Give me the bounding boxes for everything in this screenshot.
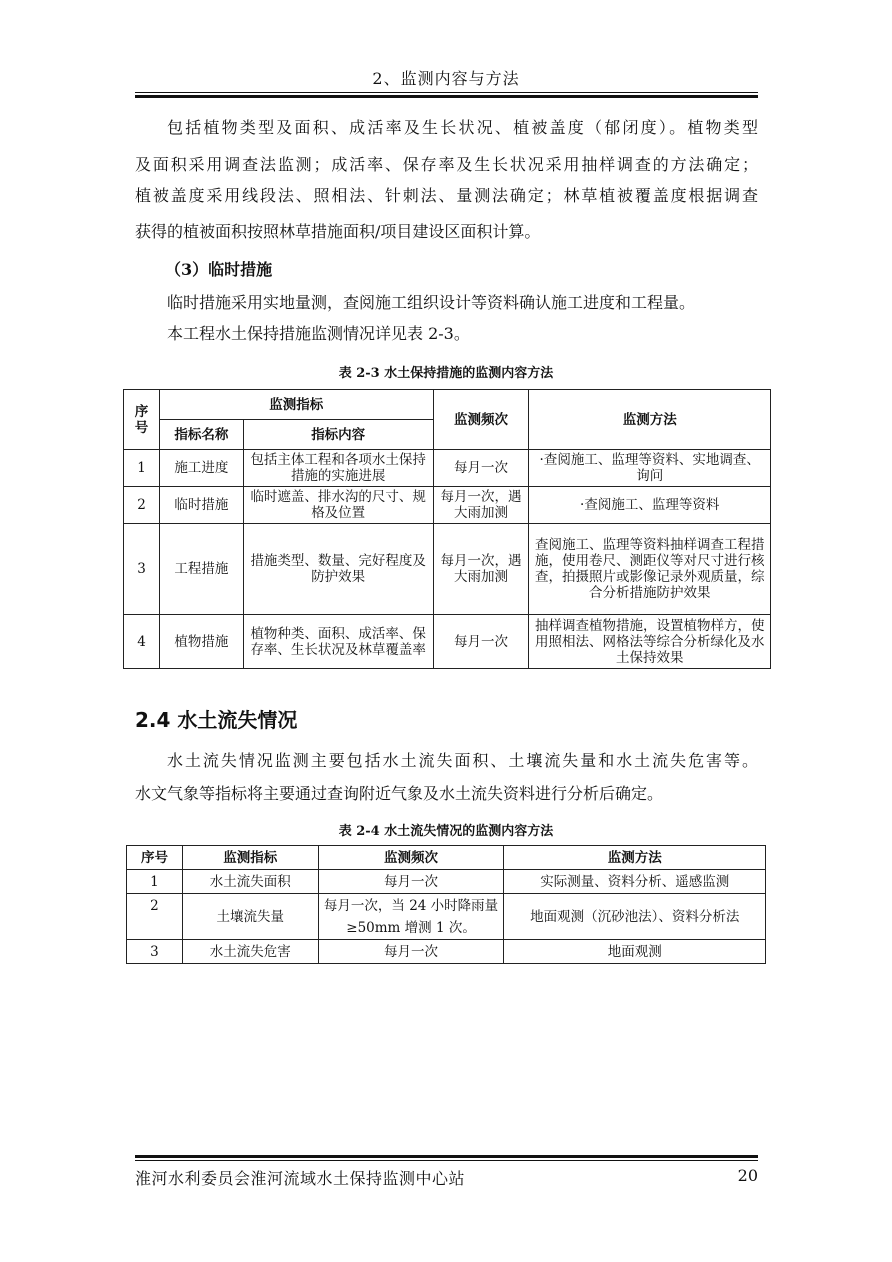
cell-method: 实际测量、资料分析、遥感监测 bbox=[504, 870, 766, 894]
cell-frequency: 每月一次，遇大雨加测 bbox=[433, 524, 529, 615]
table-row bbox=[127, 870, 766, 894]
cell-indicator: 土壤流失量 bbox=[182, 894, 318, 940]
cell-name: 工程措施 bbox=[159, 524, 243, 615]
cell-method: ·查阅施工、监理等资料 bbox=[529, 487, 771, 524]
para1-line2: 及面积采用调查法监测；成活率、保存率及生长状况采用抽样调查的方法确定； bbox=[135, 155, 758, 174]
table-row bbox=[124, 615, 771, 669]
cell-name: 临时措施 bbox=[159, 487, 243, 524]
cell-seq: 3 bbox=[127, 940, 183, 964]
table-row bbox=[127, 940, 766, 964]
th-method: 监测方法 bbox=[529, 390, 771, 450]
cell-seq: 1 bbox=[124, 450, 160, 487]
cell-seq: 2 bbox=[124, 487, 160, 524]
cell-content: 措施类型、数量、完好程度及防护效果 bbox=[243, 524, 433, 615]
cell-frequency: 每月一次 bbox=[318, 940, 504, 964]
cell-name: 施工进度 bbox=[159, 450, 243, 487]
table24-caption: 表 2-4 水土流失情况的监测内容方法 bbox=[338, 824, 554, 839]
cell-method: 抽样调查植物措施，设置植物样方，使用照相法、网格法等综合分析绿化及水土保持效果 bbox=[529, 615, 771, 669]
page-number: 20 bbox=[737, 1166, 758, 1185]
cell-seq: 3 bbox=[124, 524, 160, 615]
cell-method: 查阅施工、监理等资料抽样调查工程措施，使用卷尺、测距仪等对尺寸进行核查，拍摄照片或影像记录外观质量，综合分析措施防护效果 bbox=[529, 524, 771, 615]
cell-frequency: 每月一次 bbox=[318, 870, 504, 894]
subheading-temporary-measures: （3）临时措施 bbox=[165, 260, 273, 279]
cell-seq: 1 bbox=[127, 870, 183, 894]
th-seq: 序号 bbox=[124, 390, 160, 450]
th-indicator-content: 指标内容 bbox=[243, 420, 433, 450]
th-indicator-name: 指标名称 bbox=[159, 420, 243, 450]
footer-rule-thin bbox=[135, 1160, 758, 1161]
table-row bbox=[124, 450, 771, 487]
cell-frequency: 每月一次 bbox=[433, 615, 529, 669]
cell-content: 包括主体工程和各项水土保持措施的实施进展 bbox=[243, 450, 433, 487]
header-rule-thin bbox=[135, 92, 758, 93]
cell-name: 植物措施 bbox=[159, 615, 243, 669]
th-frequency: 监测频次 bbox=[433, 390, 529, 450]
running-header: 2、监测内容与方法 bbox=[372, 69, 520, 88]
th-seq: 序号 bbox=[127, 846, 183, 870]
cell-method: 地面观测（沉砂池法）、资料分析法 bbox=[504, 894, 766, 940]
para1-line1: 包括植物类型及面积、成活率及生长状况、植被盖度（郁闭度）。植物类型 bbox=[167, 118, 758, 137]
cell-method: ·查阅施工、监理等资料、实地调查、询问 bbox=[529, 450, 771, 487]
cell-frequency: 每月一次 bbox=[433, 450, 529, 487]
cell-content: 植物种类、面积、成活率、保存率、生长状况及林草覆盖率 bbox=[243, 615, 433, 669]
cell-seq: 2 bbox=[127, 894, 183, 940]
table-2-3 bbox=[123, 389, 771, 669]
section24-line1: 水土流失情况监测主要包括水土流失面积、土壤流失量和水土流失危害等。 bbox=[167, 751, 758, 770]
section24-line2: 水文气象等指标将主要通过查询附近气象及水土流失资料进行分析后确定。 bbox=[135, 784, 664, 803]
th-indicator: 监测指标 bbox=[182, 846, 318, 870]
cell-seq: 4 bbox=[124, 615, 160, 669]
section-heading-2-4: 2.4 水土流失情况 bbox=[135, 708, 298, 732]
cell-indicator: 水土流失危害 bbox=[182, 940, 318, 964]
para1-line4: 获得的植被面积按照林草措施面积/项目建设区面积计算。 bbox=[135, 222, 541, 241]
para2: 临时措施采用实地量测，查阅施工组织设计等资料确认施工进度和工程量。 bbox=[167, 293, 696, 312]
footer-rule-thick bbox=[135, 1155, 758, 1158]
th-method: 监测方法 bbox=[504, 846, 766, 870]
para3: 本工程水土保持措施监测情况详见表 2-3。 bbox=[167, 324, 470, 343]
footer-organization: 淮河水利委员会淮河流域水土保持监测中心站 bbox=[135, 1169, 466, 1188]
cell-indicator: 水土流失面积 bbox=[182, 870, 318, 894]
th-frequency: 监测频次 bbox=[318, 846, 504, 870]
table-row bbox=[124, 487, 771, 524]
table-row bbox=[124, 524, 771, 615]
header-rule-thick bbox=[135, 95, 758, 98]
cell-content: 临时遮盖、排水沟的尺寸、规格及位置 bbox=[243, 487, 433, 524]
th-indicator-group: 监测指标 bbox=[159, 390, 433, 420]
table23-caption: 表 2-3 水土保持措施的监测内容方法 bbox=[338, 366, 554, 381]
table-row bbox=[127, 894, 766, 940]
table-2-4 bbox=[126, 845, 766, 964]
cell-frequency: 每月一次，当 24 小时降雨量≥50mm 增测 1 次。 bbox=[318, 894, 504, 940]
cell-frequency: 每月一次，遇大雨加测 bbox=[433, 487, 529, 524]
para1-line3: 植被盖度采用线段法、照相法、针刺法、量测法确定；林草植被覆盖度根据调查 bbox=[135, 186, 758, 205]
cell-method: 地面观测 bbox=[504, 940, 766, 964]
